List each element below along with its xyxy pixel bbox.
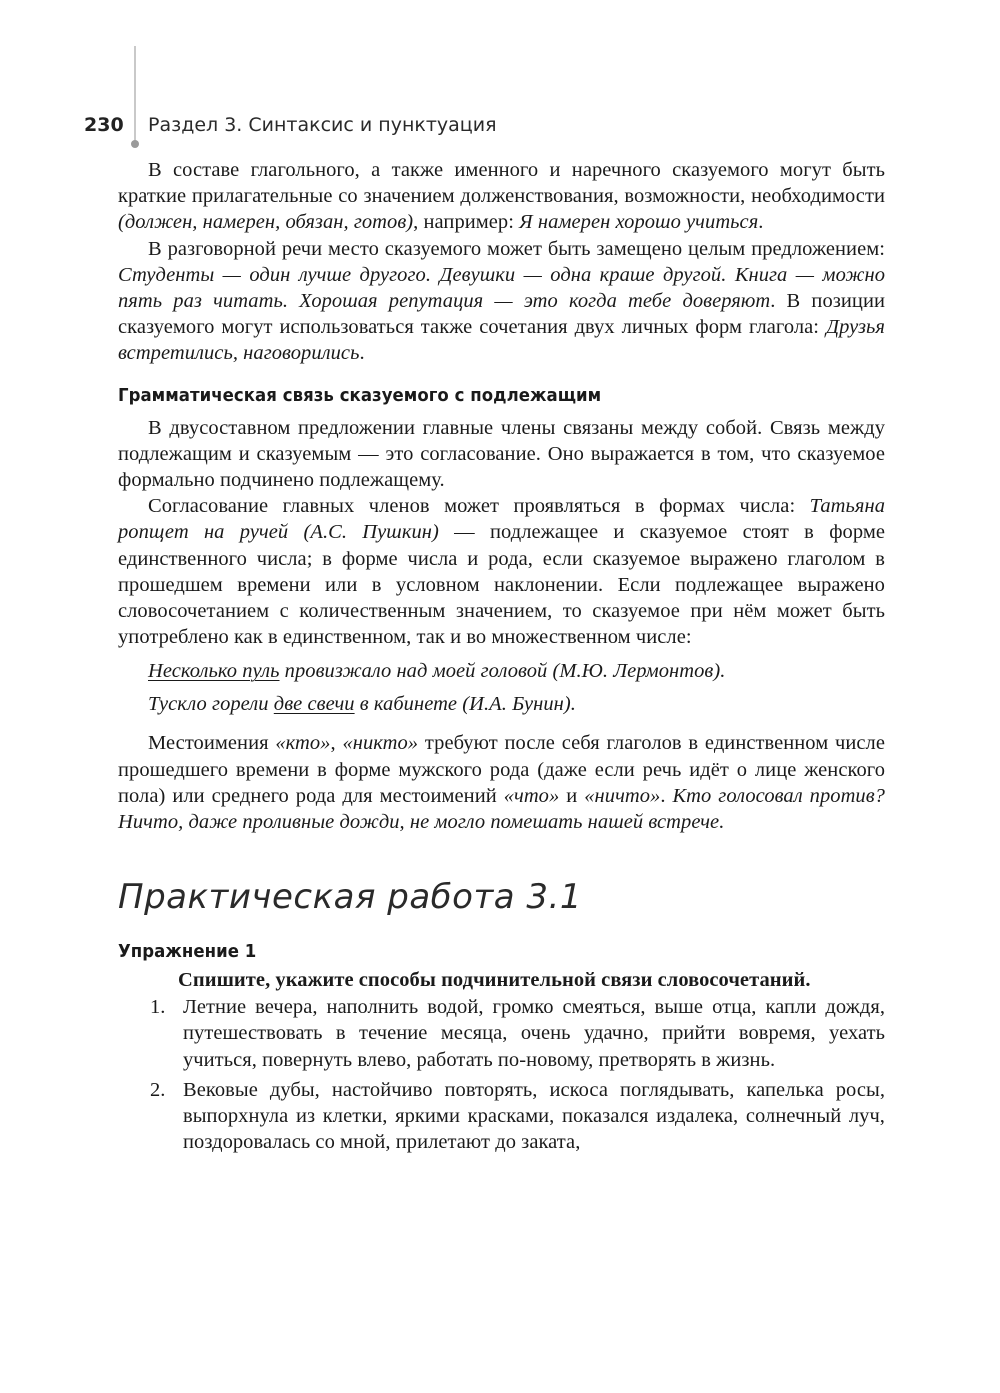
example-2-subject: две свечи bbox=[273, 693, 355, 716]
paragraph-colloquial-speech bbox=[118, 236, 885, 367]
list-item bbox=[118, 994, 885, 1073]
p5-text-5: . bbox=[660, 784, 673, 807]
p2-text-1: В разговорной речи место сказуемого может быть замещено целым предложением: bbox=[148, 237, 885, 260]
example-2-rest: в кабинете (И.А. Бунин). bbox=[354, 693, 576, 716]
p5-italic-4: «ничто» bbox=[584, 784, 661, 807]
exercise-item-text: Вековые дубы, настойчиво повторять, искоса поглядывать, капелька росы, выпорхнула из клетки, яркими красками, показался издалека, солнечный луч, поздоровалась со мной, прилетают до заката, bbox=[183, 1078, 885, 1154]
paragraph-pronouns bbox=[118, 730, 885, 835]
p5-italic-5: Кто голосовал против? Ничто, даже проливные дожди, не могло помешать нашей встрече. bbox=[118, 784, 885, 834]
p4-text-2: — подлежащее и сказуемое стоят в форме единственного числа; в форме числа и рода, если сказуемое выражено глаголом в прошедшем времени или в условном наклонении. Если подлежащее выражено словосочетанием с количественным значением, то сказуемое при нём может быть употреблено как в единственном, так и во множественном числе: bbox=[118, 521, 885, 649]
exercise-list bbox=[118, 994, 885, 1155]
page-number: 230 bbox=[84, 114, 124, 136]
p5-text-4: и bbox=[559, 784, 585, 807]
example-2-start: Тускло горели bbox=[148, 693, 274, 716]
paragraph-agreement-intro: В двусоставном предложении главные члены связаны между собой. Связь между подлежащим и сказуемым — это согласование. Оно выражается в том, что сказуемое формально подчинено подлежащему. bbox=[118, 416, 885, 492]
p1-text-1: В составе глагольного, а также именного и наречного сказуемого могут быть краткие прилагательные со значением долженствования, возможности, необходимости bbox=[118, 159, 885, 208]
p2-text-2: . В позиции сказуемого могут использоваться также сочетания двух личных форм глагола: bbox=[118, 290, 885, 339]
exercise-item-text: Летние вечера, наполнить водой, громко смеяться, выше отца, капли дождя, путешествовать в течение месяца, очень удачно, прийти вовремя, уехать учиться, повернуть влево, работать по-новому, претворять в жизнь. bbox=[183, 996, 885, 1071]
p4-italic-1: Татьяна ропщет на ручей (А.С. Пушкин) bbox=[118, 495, 885, 544]
p4-text-1: Согласование главных членов может проявляться в формах числа: bbox=[148, 495, 810, 518]
p1-italic-2: Я намерен хорошо учиться bbox=[519, 211, 759, 234]
exercise-title: Упражнение 1 bbox=[118, 941, 257, 963]
p5-text-1: Местоимения bbox=[148, 732, 276, 755]
exercise-item-number: 2. bbox=[150, 1078, 166, 1101]
paragraph-agreement-forms bbox=[118, 493, 885, 650]
practice-work-title: Практическая работа 3.1 bbox=[118, 877, 582, 918]
p2-italic-1: Студенты — один лучше другого. Девушки — одна краше другой. Книга — можно пять раз читать. Хорошая репутация — это когда тебе доверяют bbox=[118, 263, 885, 313]
p2-text-3: . bbox=[359, 342, 365, 365]
p1-text-3: . bbox=[758, 211, 764, 234]
p5-italic-3: «что» bbox=[503, 784, 560, 807]
example-1-subject: Несколько пуль bbox=[148, 660, 280, 683]
p1-italic-1: (должен, намерен, обязан, готов) bbox=[118, 211, 414, 234]
example-1-rest: провизжало над моей головой (М.Ю. Лермонтов). bbox=[279, 660, 726, 683]
p5-italic-2: «никто» bbox=[342, 732, 419, 755]
exercise-item-number: 1. bbox=[150, 996, 166, 1019]
example-sentences bbox=[118, 658, 885, 718]
subheading-grammatical-link: Грамматическая связь сказуемого с подлежащим bbox=[118, 384, 602, 406]
p5-italic-1: «кто» bbox=[275, 732, 331, 755]
list-item bbox=[118, 1077, 885, 1156]
p5-text-2: , bbox=[330, 732, 343, 755]
page-content bbox=[118, 157, 885, 1159]
running-section-title: Раздел 3. Синтаксис и пунктуация bbox=[148, 114, 497, 136]
paragraph-short-adjectives bbox=[118, 157, 885, 236]
header-divider-line bbox=[134, 46, 136, 144]
exercise-task: Спишите, укажите способы подчинительной связи словосочетаний. bbox=[178, 969, 811, 992]
example-bunin bbox=[148, 691, 885, 718]
header-divider-dot bbox=[131, 140, 139, 148]
example-lermontov bbox=[148, 658, 885, 685]
p1-text-2: , например: bbox=[413, 211, 520, 234]
p2-italic-2: Друзья встретились, наговорились bbox=[118, 316, 885, 365]
p5-text-3: требуют после себя глаголов в единственном числе прошедшего времени в форме мужского рода (даже если речь идёт о лице женского пола) или среднего рода для местоимений bbox=[118, 732, 885, 807]
